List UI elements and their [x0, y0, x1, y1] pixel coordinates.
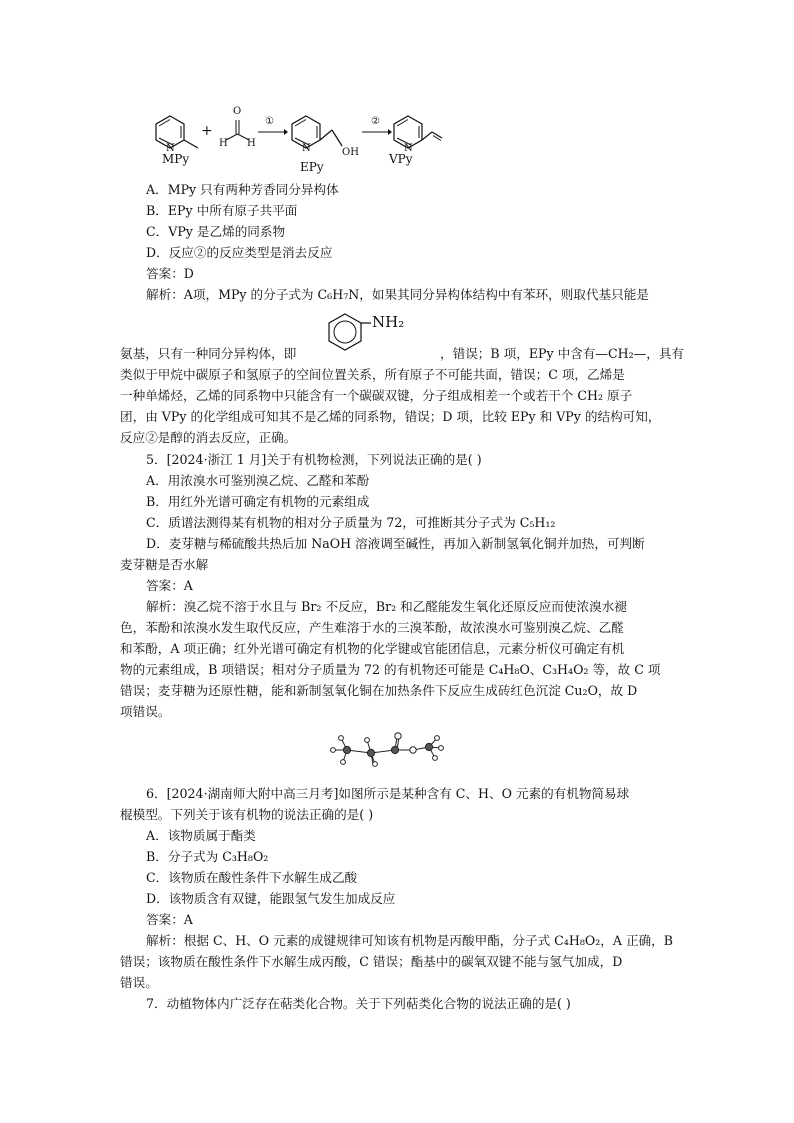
- q6-option-a: A．该物质属于酯类: [146, 828, 256, 843]
- vpy-n-atom: N: [404, 143, 413, 154]
- epy-oh-group: OH: [342, 147, 359, 158]
- q5-option-c: C．质谱法测得某有机物的相对分子质量为 72，可推断其分子式为 C₅H₁₂: [146, 515, 556, 530]
- mpy-label: MPy: [162, 152, 190, 166]
- q6-analysis-line: 错误；该物质在酸性条件下水解生成丙酸，C 错误；酯基中的碳氧双键不能与氢气加成，D: [120, 954, 623, 969]
- q5-analysis-line: 色，苯酚和浓溴水发生取代反应，产生难溶于水的三溴苯酚，故浓溴水可鉴别溴乙烷、乙醛: [120, 620, 624, 635]
- vpy-label: VPy: [389, 152, 413, 166]
- q6-analysis-line: 解析：根据 C、H、O 元素的成键规律可知该有机物是丙酸甲酯，分子式 C₄H₈O₂，A 正确，B: [146, 933, 673, 948]
- q5-option-b: B．用红外光谱可确定有机物的元素组成: [146, 494, 370, 509]
- formaldehyde-o-atom: O: [233, 106, 242, 117]
- q4-analysis-line: 反应②是醇的消去反应，正确。: [120, 430, 297, 445]
- q5-analysis-line: 项错误。: [120, 704, 171, 719]
- q6-option-c: C．该物质在酸性条件下水解生成乙酸: [146, 870, 358, 885]
- q6-stem-line: 棍模型。下列关于该有机物的说法正确的是( ): [120, 807, 374, 822]
- q5-option-d-continued: 麦芽糖是否水解: [120, 557, 209, 572]
- aniline-nh2-label: NH₂: [372, 313, 405, 331]
- ball-and-stick-model: [325, 730, 465, 780]
- q5-stem: 5．[2024·浙江 1 月]关于有机物检测，下列说法正确的是( ): [146, 452, 482, 467]
- q5-analysis-line: 物的元素组成，B 项错误；相对分子质量为 72 的有机物还可能是 C₄H₈O、C₃H₄O₂ 等，故 C 项: [120, 662, 661, 677]
- q4-analysis-line: 氨基，只有一种同分异构体，即: [120, 346, 297, 361]
- q5-analysis-line: 错误；麦芽糖为还原性糖，能和新制氢氧化铜在加热条件下反应生成砖红色沉淀 Cu₂O，故 D: [120, 683, 638, 698]
- q5-option-d: D．麦芽糖与稀硫酸共热后加 NaOH 溶液调至碱性，再加入新制氢氧化铜并加热，可判断: [146, 536, 645, 551]
- arrow-1-icon: [258, 128, 288, 136]
- q6-stem-line: 6．[2024·湖南师大附中高三月考]如图所示是某种含有 C、H、O 元素的有机物简易球: [146, 786, 630, 801]
- q5-option-a: A．用浓溴水可鉴别溴乙烷、乙醛和苯酚: [146, 473, 370, 488]
- q7-stem: 7．动植物体内广泛存在萜类化合物。关于下列萜类化合物的说法正确的是( ): [146, 996, 571, 1011]
- arrow-1-label: ①: [265, 116, 274, 127]
- arrow-2-label: ②: [371, 116, 380, 127]
- epy-label: EPy: [300, 160, 324, 174]
- q4-answer: 答案：D: [146, 266, 194, 281]
- q4-analysis-line: ，错误；B 项，EPy 中含有—CH₂—，具有: [440, 346, 685, 361]
- q5-analysis-line: 和苯酚，A 项正确；红外光谱可确定有机物的化学键或官能团信息，元素分析仪可确定有机: [120, 641, 625, 656]
- q6-option-b: B．分子式为 C₃H₈O₂: [146, 849, 269, 864]
- epy-n-atom: N: [302, 143, 311, 154]
- formaldehyde-h-left: H: [219, 138, 228, 149]
- q6-answer: 答案：A: [146, 912, 193, 927]
- q4-analysis-line: 一种单烯烃，乙烯的同系物中只能含有一个碳碳双键，分子组成相差一个或若干个 CH₂ 原子: [120, 388, 633, 403]
- q4-analysis-line: 解析：A项，MPy 的分子式为 C₆H₇N，如果其同分异构体结构中有苯环，则取代基只能是: [146, 287, 649, 302]
- q5-analysis-line: 解析：溴乙烷不溶于水且与 Br₂ 不反应，Br₂ 和乙醛能发生氧化还原反应而使浓溴水褪: [146, 599, 627, 614]
- formaldehyde-h-right: H: [247, 138, 256, 149]
- q4-option-c: C．VPy 是乙烯的同系物: [146, 224, 286, 239]
- epy-structure: [286, 112, 366, 152]
- q4-option-d: D．反应②的反应类型是消去反应: [146, 245, 333, 260]
- q4-option-a: A．MPy 只有两种芳香同分异构体: [146, 182, 339, 197]
- q4-option-b: B．EPy 中所有原子共平面: [146, 203, 298, 218]
- q6-analysis-line: 错误。: [120, 975, 158, 990]
- vpy-structure: [388, 112, 448, 152]
- q4-analysis-line: 团，由 VPy 的化学组成可知其不是乙烯的同系物，错误；D 项，比较 EPy 和 VPy 的结构可知，: [120, 409, 661, 424]
- q4-analysis-line: 类似于甲烷中碳原子和氢原子的空间位置关系，所有原子不可能共面，错误；C 项，乙烯是: [120, 367, 625, 382]
- q5-answer: 答案：A: [146, 578, 193, 593]
- plus-sign: +: [201, 123, 213, 139]
- q6-option-d: D．该物质含有双键，能跟氢气发生加成反应: [146, 891, 396, 906]
- mpy-n-atom: N: [166, 143, 175, 154]
